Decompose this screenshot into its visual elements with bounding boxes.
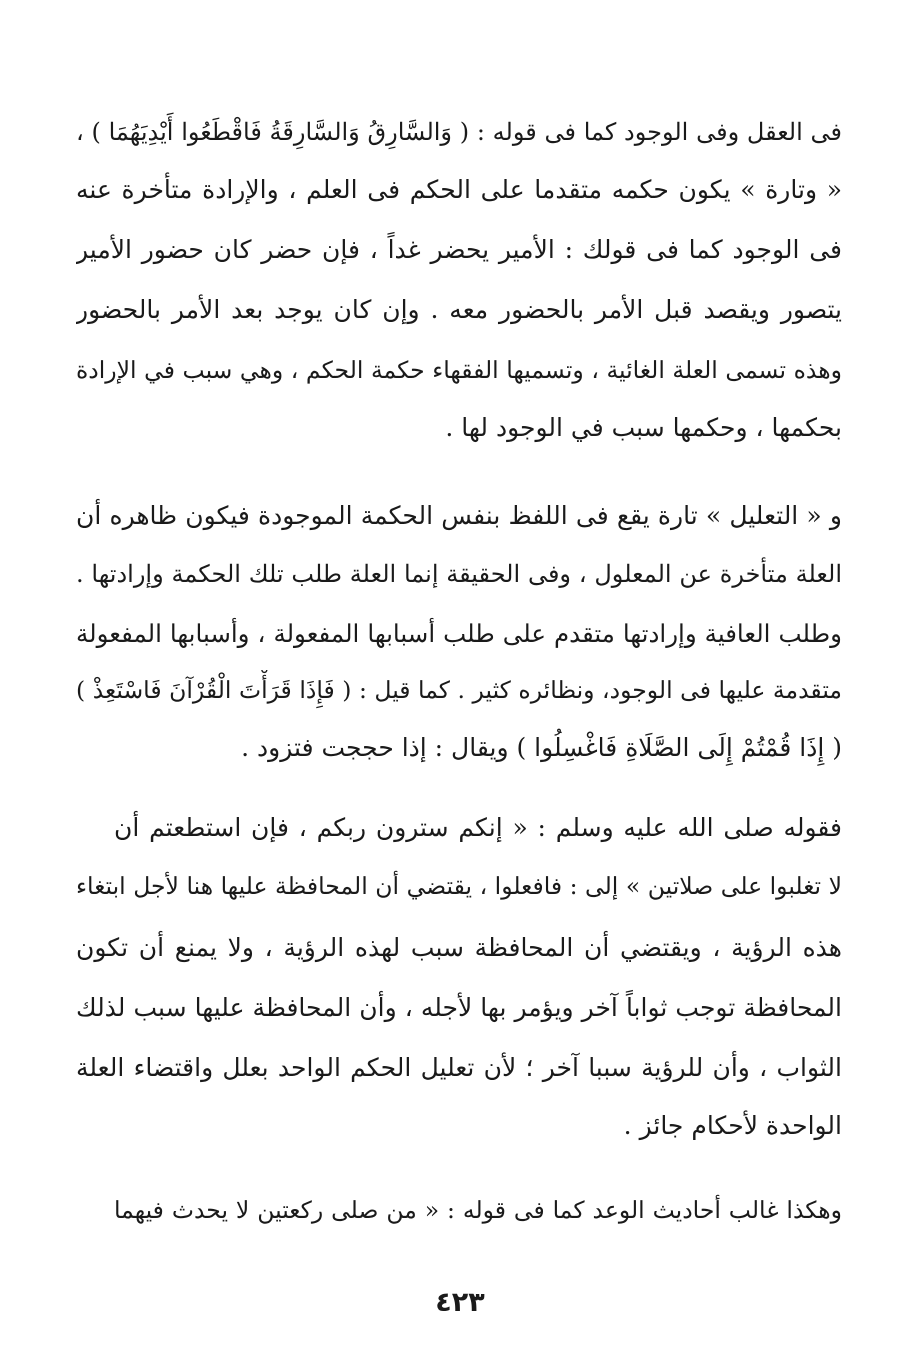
text-line: بحكمها ، وحكمها سبب في الوجود لها .	[445, 413, 842, 442]
text-line: فقوله صلى الله عليه وسلم : « إنكم سترون ربكم ، فإن استطعتم أن	[114, 813, 842, 842]
text-line: الثواب ، وأن للرؤية سببا آخر ؛ لأن تعليل الحكم الواحد بعلل واقتضاء العلة	[76, 1053, 842, 1082]
text-line: هذه الرؤية ، ويقتضي أن المحافظة سبب لهذه الرؤية ، ولا يمنع أن تكون	[76, 933, 842, 962]
text-line: لا تغلبوا على صلاتين » إلى : فافعلوا ، يقتضي أن المحافظة عليها هنا لأجل ابتغاء	[76, 872, 842, 900]
text-line: العلة متأخرة عن المعلول ، وفى الحقيقة إنما العلة طلب تلك الحكمة وإرادتها .	[76, 560, 842, 588]
text-line: ( إِذَا قُمْتُمْ إِلَى الصَّلَاةِ فَاغْسِلُوا ) ويقال : إذا حججت فتزود .	[241, 733, 842, 762]
text-line: فى العقل وفى الوجود كما فى قوله : ( وَالسَّارِقُ وَالسَّارِقَةُ فَاقْطَعُوا أَيْدِيَهُمَا ) ،	[76, 118, 842, 146]
text-line: وطلب العافية وإرادتها متقدم على طلب أسبابها المفعولة ، وأسبابها المفعولة	[76, 619, 842, 648]
page-number: ٤٢٣	[435, 1287, 485, 1318]
text-line: المحافظة توجب ثواباً آخر ويؤمر بها لأجله ، وأن المحافظة عليها سبب لذلك	[76, 993, 842, 1022]
text-line: و « التعليل » تارة يقع فى اللفظ بنفس الحكمة الموجودة فيكون ظاهره أن	[76, 501, 842, 530]
text-line: وهذه تسمى العلة الغائية ، وتسميها الفقهاء حكمة الحكم ، وهي سبب في الإرادة	[76, 356, 842, 384]
text-line: « وتارة » يكون حكمه متقدما على الحكم فى العلم ، والإرادة متأخرة عنه	[76, 175, 842, 204]
text-line: متقدمة عليها فى الوجود، ونظائره كثير . كما قيل : ( فَإِذَا قَرَأْتَ الْقُرْآنَ فَاسْتَعِذْ )	[76, 676, 842, 704]
text-line: وهكذا غالب أحاديث الوعد كما فى قوله : « من صلى ركعتين لا يحدث فيهما	[114, 1196, 842, 1224]
text-line: يتصور ويقصد قبل الأمر بالحضور معه . وإن كان يوجد بعد الأمر بالحضور	[76, 295, 842, 324]
text-line: الواحدة لأحكام جائز .	[623, 1111, 842, 1140]
text-line: فى الوجود كما فى قولك : الأمير يحضر غداً ، فإن حضر كان حضور الأمير	[76, 235, 842, 264]
